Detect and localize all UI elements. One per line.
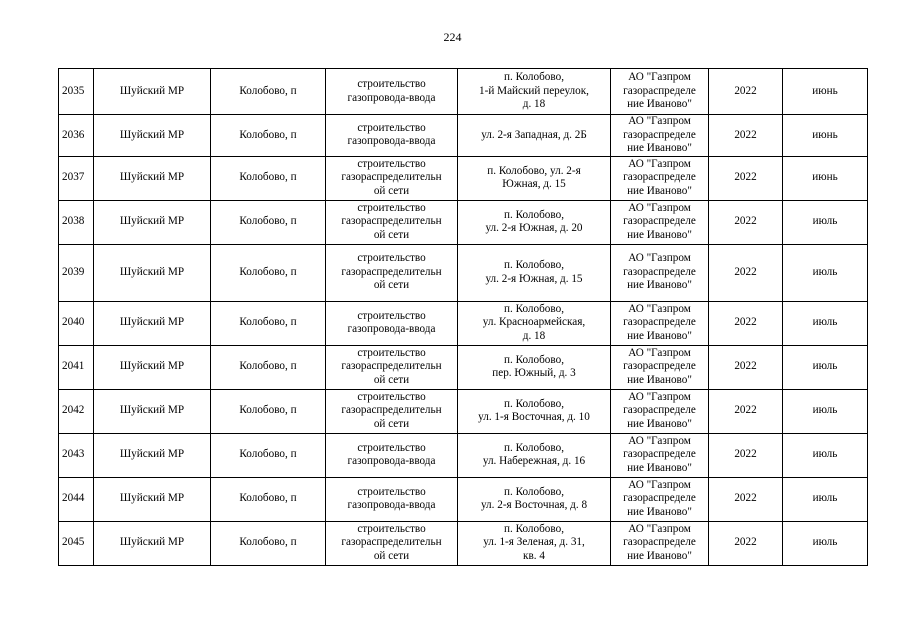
address-cell-line: п. Колобово, — [504, 522, 564, 535]
organization-cell — [611, 477, 709, 521]
address-cell-line: п. Колобово, — [504, 259, 564, 271]
district-cell: Шуйский МР — [94, 345, 211, 389]
district-cell: Шуйский МР — [94, 521, 211, 565]
address-cell-line: ул. 2-я Западная, д. 2Б — [481, 128, 587, 141]
work-type-cell — [326, 389, 458, 433]
work-type-cell-line: ой сети — [373, 549, 410, 562]
organization-cell-line: АО "Газпром — [628, 522, 691, 535]
work-type-cell-line: строительство — [357, 441, 426, 454]
organization-cell-line: АО "Газпром — [628, 390, 691, 403]
year-cell: 2022 — [709, 156, 783, 200]
organization-cell-line: ние Иваново" — [627, 329, 692, 342]
organization-cell-line: АО "Газпром — [628, 478, 691, 491]
work-type-cell — [326, 115, 458, 157]
address-cell — [458, 433, 611, 477]
month-cell: июль — [783, 521, 868, 565]
settlement-cell: Колобово, п — [211, 477, 326, 521]
work-type-cell-line: строительство — [357, 485, 426, 498]
district-cell: Шуйский МР — [94, 69, 211, 115]
year-cell: 2022 — [709, 69, 783, 115]
month-cell: июль — [783, 301, 868, 345]
organization-cell-line: газораспределе — [623, 316, 696, 329]
address-cell-line: кв. 4 — [523, 549, 545, 562]
district-cell: Шуйский МР — [94, 477, 211, 521]
organization-cell-line: АО "Газпром — [628, 115, 691, 127]
organization-cell-line: ние Иваново" — [627, 228, 692, 241]
work-type-cell-line: ой сети — [373, 184, 410, 197]
year-cell: 2022 — [709, 301, 783, 345]
organization-cell — [611, 521, 709, 565]
organization-cell-line: газораспределе — [623, 84, 696, 97]
work-type-cell — [326, 200, 458, 244]
row-number: 2044 — [59, 477, 94, 521]
organization-cell-line: газораспределе — [623, 215, 696, 228]
work-type-cell-line: газораспределительн — [341, 171, 442, 184]
year-cell: 2022 — [709, 244, 783, 301]
work-type-cell — [326, 345, 458, 389]
year-cell: 2022 — [709, 477, 783, 521]
organization-cell-line: ние Иваново" — [627, 417, 692, 430]
work-type-cell-line: ой сети — [373, 417, 410, 430]
district-cell: Шуйский МР — [94, 301, 211, 345]
organization-cell-line: газораспределе — [623, 265, 696, 278]
address-cell-line: д. 18 — [522, 329, 546, 342]
organization-cell-line: ние Иваново" — [627, 549, 692, 562]
year-cell: 2022 — [709, 345, 783, 389]
table-row — [59, 389, 868, 433]
district-cell: Шуйский МР — [94, 389, 211, 433]
district-cell: Шуйский МР — [94, 244, 211, 301]
organization-cell-line: газораспределе — [623, 360, 696, 373]
month-cell: июль — [783, 389, 868, 433]
work-type-cell-line: строительство — [357, 201, 426, 214]
work-type-cell-line: строительство — [357, 252, 426, 265]
district-cell: Шуйский МР — [94, 200, 211, 244]
year-cell: 2022 — [709, 389, 783, 433]
table-row — [59, 433, 868, 477]
address-cell-line: п. Колобово, ул. 2-я — [487, 164, 581, 177]
address-cell-line: 1-й Майский переулок, — [479, 84, 589, 97]
settlement-cell: Колобово, п — [211, 244, 326, 301]
row-number: 2036 — [59, 115, 94, 157]
page-number: 224 — [443, 30, 462, 44]
year-cell: 2022 — [709, 521, 783, 565]
table-row — [59, 244, 868, 301]
work-type-cell-line: строительство — [357, 78, 426, 90]
organization-cell-line: газораспределе — [623, 492, 696, 505]
work-type-cell-line: газораспределительн — [341, 360, 442, 373]
organization-cell — [611, 389, 709, 433]
settlement-cell: Колобово, п — [211, 433, 326, 477]
row-number: 2039 — [59, 244, 94, 301]
year-cell: 2022 — [709, 433, 783, 477]
table-row — [59, 521, 868, 565]
work-type-cell — [326, 156, 458, 200]
organization-cell — [611, 69, 709, 115]
row-number: 2038 — [59, 200, 94, 244]
district-cell: Шуйский МР — [94, 433, 211, 477]
settlement-cell: Колобово, п — [211, 521, 326, 565]
work-type-cell-line: газораспределительн — [341, 265, 442, 278]
work-type-cell-line: газопровода-ввода — [347, 499, 436, 511]
work-type-cell-line: ой сети — [373, 279, 410, 292]
work-type-cell-line: ой сети — [373, 228, 410, 241]
address-cell-line: п. Колобово, — [504, 71, 564, 84]
table-row — [59, 69, 868, 115]
address-cell-line: ул. 2-я Южная, д. 20 — [485, 222, 583, 234]
work-type-cell-line: газораспределительн — [341, 215, 442, 228]
address-cell-line: д. 18 — [522, 98, 546, 111]
organization-cell-line: газораспределе — [623, 536, 696, 549]
work-type-cell-line: газопровода-ввода — [347, 135, 436, 148]
organization-cell-line: ние Иваново" — [627, 98, 692, 111]
month-cell: июль — [783, 477, 868, 521]
row-number: 2042 — [59, 389, 94, 433]
address-cell-line: п. Колобово, — [504, 485, 564, 498]
address-cell — [458, 156, 611, 200]
address-cell-line: ул. Красноармейская, — [482, 316, 586, 329]
address-cell-line: ул. 1-я Восточная, д. 10 — [478, 411, 590, 423]
settlement-cell: Колобово, п — [211, 200, 326, 244]
row-number: 2043 — [59, 433, 94, 477]
work-type-cell — [326, 433, 458, 477]
district-cell: Шуйский МР — [94, 115, 211, 157]
table-row — [59, 345, 868, 389]
organization-cell — [611, 156, 709, 200]
table-row — [59, 115, 868, 157]
organization-cell — [611, 345, 709, 389]
address-cell-line: п. Колобово, — [504, 208, 564, 221]
address-cell — [458, 477, 611, 521]
organization-cell-line: газораспределе — [623, 404, 696, 417]
organization-cell-line: АО "Газпром — [628, 157, 691, 170]
address-cell-line: п. Колобово, — [504, 397, 564, 410]
work-type-cell-line: строительство — [357, 346, 426, 359]
month-cell: июнь — [783, 156, 868, 200]
organization-cell — [611, 115, 709, 157]
organization-cell-line: газораспределе — [623, 128, 696, 141]
organization-cell — [611, 244, 709, 301]
settlement-cell: Колобово, п — [211, 69, 326, 115]
address-cell — [458, 69, 611, 115]
address-cell-line: п. Колобово, — [504, 302, 564, 315]
organization-cell — [611, 200, 709, 244]
work-type-cell-line: строительство — [357, 309, 426, 322]
settlement-cell: Колобово, п — [211, 389, 326, 433]
table-body — [59, 69, 868, 566]
organization-cell-line: ние Иваново" — [627, 373, 692, 386]
table-row — [59, 156, 868, 200]
organization-cell-line: ние Иваново" — [627, 279, 692, 292]
month-cell: июль — [783, 200, 868, 244]
work-type-cell-line: газораспределительн — [341, 536, 442, 549]
organization-cell-line: АО "Газпром — [628, 201, 691, 214]
row-number: 2040 — [59, 301, 94, 345]
gas-works-table — [58, 68, 868, 566]
organization-cell-line: газораспределе — [623, 448, 696, 461]
work-type-cell-line: газораспределительн — [341, 404, 442, 417]
table-row — [59, 301, 868, 345]
settlement-cell: Колобово, п — [211, 115, 326, 157]
address-cell-line: п. Колобово, — [504, 353, 564, 366]
organization-cell-line: АО "Газпром — [628, 434, 691, 447]
address-cell-line: ул. 2-я Южная, д. 15 — [485, 272, 583, 285]
work-type-cell-line: газопровода-ввода — [347, 323, 436, 335]
address-cell-line: ул. 1-я Зеленая, д. 31, — [483, 536, 585, 549]
address-cell-line: ул. Набережная, д. 16 — [482, 455, 586, 467]
month-cell: июнь — [783, 69, 868, 115]
address-cell — [458, 345, 611, 389]
organization-cell-line: АО "Газпром — [628, 302, 691, 315]
year-cell: 2022 — [709, 115, 783, 157]
organization-cell — [611, 301, 709, 345]
organization-cell — [611, 433, 709, 477]
work-type-cell — [326, 69, 458, 115]
settlement-cell: Колобово, п — [211, 156, 326, 200]
month-cell: июнь — [783, 115, 868, 157]
work-type-cell-line: газопровода-ввода — [347, 455, 436, 467]
work-type-cell-line: газопровода-ввода — [347, 91, 436, 104]
address-cell-line: ул. 2-я Восточная, д. 8 — [480, 499, 588, 511]
work-type-cell-line: строительство — [357, 522, 426, 535]
address-cell — [458, 389, 611, 433]
work-type-cell-line: ой сети — [373, 373, 410, 386]
organization-cell-line: ние Иваново" — [627, 142, 692, 154]
organization-cell-line: ние Иваново" — [627, 461, 692, 474]
work-type-cell-line: строительство — [357, 390, 426, 403]
district-cell: Шуйский МР — [94, 156, 211, 200]
row-number: 2045 — [59, 521, 94, 565]
address-cell-line: п. Колобово, — [504, 441, 564, 454]
work-type-cell-line: строительство — [357, 157, 426, 170]
organization-cell-line: ние Иваново" — [627, 505, 692, 518]
month-cell: июль — [783, 433, 868, 477]
month-cell: июль — [783, 345, 868, 389]
month-cell: июль — [783, 244, 868, 301]
address-cell-line: Южная, д. 15 — [502, 178, 566, 190]
settlement-cell: Колобово, п — [211, 301, 326, 345]
work-type-cell — [326, 521, 458, 565]
table-row — [59, 477, 868, 521]
address-cell — [458, 200, 611, 244]
work-type-cell — [326, 244, 458, 301]
settlement-cell: Колобово, п — [211, 345, 326, 389]
organization-cell-line: ние Иваново" — [627, 184, 692, 197]
address-cell — [458, 115, 611, 157]
address-cell-line: пер. Южный, д. 3 — [492, 367, 576, 379]
address-cell — [458, 244, 611, 301]
row-number: 2035 — [59, 69, 94, 115]
row-number: 2041 — [59, 345, 94, 389]
address-cell — [458, 301, 611, 345]
work-type-cell — [326, 301, 458, 345]
work-type-cell-line: строительство — [357, 121, 426, 134]
address-cell — [458, 521, 611, 565]
organization-cell-line: АО "Газпром — [628, 71, 691, 84]
year-cell: 2022 — [709, 200, 783, 244]
row-number: 2037 — [59, 156, 94, 200]
work-type-cell — [326, 477, 458, 521]
organization-cell-line: АО "Газпром — [628, 252, 691, 265]
organization-cell-line: газораспределе — [623, 171, 696, 184]
table-row — [59, 200, 868, 244]
organization-cell-line: АО "Газпром — [628, 346, 691, 359]
